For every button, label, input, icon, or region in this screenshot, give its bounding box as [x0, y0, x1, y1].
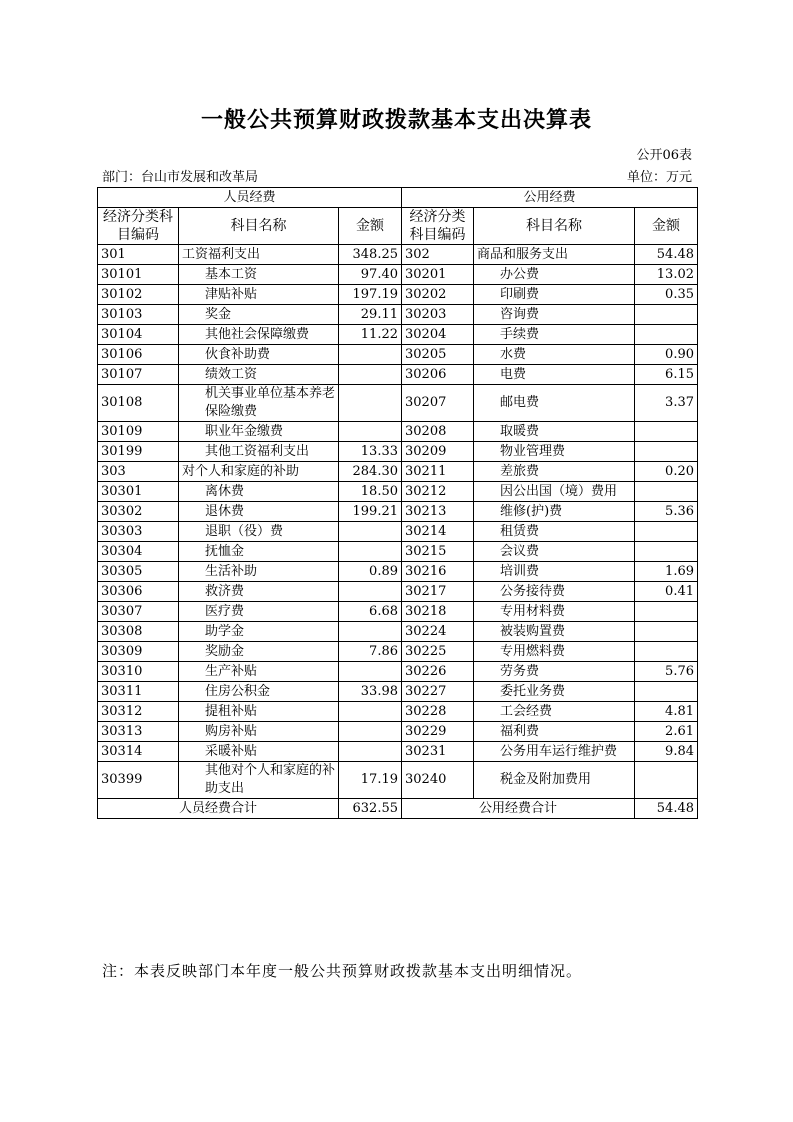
personnel-name-cell: 其他对个人和家庭的补助支出: [179, 762, 339, 799]
public-amount-cell: [635, 682, 698, 702]
public-code-cell: 30208: [402, 422, 474, 442]
table-row: [98, 285, 698, 305]
public-name-cell: 被装购置费: [474, 622, 635, 642]
personnel-amount-cell: [339, 722, 402, 742]
personnel-name-cell: 伙食补助费: [179, 345, 339, 365]
public-code-cell: 30224: [402, 622, 474, 642]
personnel-name-cell: 奖金: [179, 305, 339, 325]
personnel-amount-cell: [339, 522, 402, 542]
personnel-code-cell: 30307: [98, 602, 179, 622]
public-code-cell: 30204: [402, 325, 474, 345]
table-row: [98, 462, 698, 482]
table-row: [98, 422, 698, 442]
personnel-amount-cell: 11.22: [339, 325, 402, 345]
personnel-name-cell: 提租补贴: [179, 702, 339, 722]
public-name-cell: 专用燃料费: [474, 642, 635, 662]
table-row: [98, 682, 698, 702]
table-row: [98, 365, 698, 385]
public-amount-cell: 3.37: [635, 385, 698, 422]
table-row: [98, 642, 698, 662]
header-public-code: 经济分类科目编码: [402, 208, 474, 245]
public-name-cell: 差旅费: [474, 462, 635, 482]
public-name-cell: 公务用车运行维护费: [474, 742, 635, 762]
personnel-code-cell: 30104: [98, 325, 179, 345]
personnel-amount-cell: 17.19: [339, 762, 402, 799]
public-code-cell: 30228: [402, 702, 474, 722]
personnel-name-cell: 其他社会保障缴费: [179, 325, 339, 345]
table-row: [98, 502, 698, 522]
personnel-code-cell: 30313: [98, 722, 179, 742]
personnel-name-cell: 工资福利支出: [179, 245, 339, 265]
personnel-code-cell: 30199: [98, 442, 179, 462]
personnel-amount-cell: 197.19: [339, 285, 402, 305]
personnel-name-cell: 机关事业单位基本养老保险缴费: [179, 385, 339, 422]
public-amount-cell: 1.69: [635, 562, 698, 582]
personnel-name-cell: 助学金: [179, 622, 339, 642]
page-title: 一般公共预算财政拨款基本支出决算表: [200, 107, 592, 133]
personnel-code-cell: 30309: [98, 642, 179, 662]
personnel-name-cell: 基本工资: [179, 265, 339, 285]
public-name-cell: 公务接待费: [474, 582, 635, 602]
personnel-code-cell: 30107: [98, 365, 179, 385]
public-amount-cell: [635, 522, 698, 542]
public-name-cell: 培训费: [474, 562, 635, 582]
public-code-cell: 30212: [402, 482, 474, 502]
public-total-value: 54.48: [635, 799, 698, 819]
public-amount-cell: [635, 602, 698, 622]
header-public-name: 科目名称: [474, 208, 635, 245]
personnel-name-cell: 生产补贴: [179, 662, 339, 682]
public-code-cell: 30207: [402, 385, 474, 422]
public-code-cell: 30218: [402, 602, 474, 622]
personnel-code-cell: 30109: [98, 422, 179, 442]
public-amount-cell: 5.36: [635, 502, 698, 522]
table-row: [98, 762, 698, 799]
public-name-cell: 劳务费: [474, 662, 635, 682]
public-amount-cell: 6.15: [635, 365, 698, 385]
personnel-total-value: 632.55: [339, 799, 402, 819]
public-code-cell: 30214: [402, 522, 474, 542]
public-amount-cell: 2.61: [635, 722, 698, 742]
personnel-name-cell: 离休费: [179, 482, 339, 502]
public-code-cell: 30206: [402, 365, 474, 385]
personnel-amount-cell: 18.50: [339, 482, 402, 502]
personnel-code-cell: 30102: [98, 285, 179, 305]
personnel-code-cell: 30301: [98, 482, 179, 502]
table-row: [98, 245, 698, 265]
public-name-cell: 咨询费: [474, 305, 635, 325]
totals-row: [98, 799, 698, 819]
personnel-name-cell: 绩效工资: [179, 365, 339, 385]
public-code-cell: 30203: [402, 305, 474, 325]
public-amount-cell: [635, 442, 698, 462]
personnel-name-cell: 采暖补贴: [179, 742, 339, 762]
public-code-cell: 30215: [402, 542, 474, 562]
table-row: [98, 562, 698, 582]
personnel-code-cell: 30303: [98, 522, 179, 542]
public-code-cell: 30202: [402, 285, 474, 305]
public-name-cell: 税金及附加费用: [474, 762, 635, 799]
public-amount-cell: 54.48: [635, 245, 698, 265]
personnel-code-cell: 30399: [98, 762, 179, 799]
public-code-cell: 30205: [402, 345, 474, 365]
public-amount-cell: [635, 762, 698, 799]
table-row: [98, 325, 698, 345]
public-name-cell: 手续费: [474, 325, 635, 345]
column-header-row: [98, 208, 698, 245]
personnel-name-cell: 退职（役）费: [179, 522, 339, 542]
group-public: 公用经费: [402, 188, 698, 208]
personnel-amount-cell: [339, 742, 402, 762]
personnel-code-cell: 30103: [98, 305, 179, 325]
public-code-cell: 30217: [402, 582, 474, 602]
personnel-amount-cell: [339, 385, 402, 422]
group-personnel: 人员经费: [98, 188, 402, 208]
personnel-amount-cell: 348.25: [339, 245, 402, 265]
public-amount-cell: 0.20: [635, 462, 698, 482]
personnel-amount-cell: 13.33: [339, 442, 402, 462]
public-name-cell: 会议费: [474, 542, 635, 562]
public-name-cell: 取暖费: [474, 422, 635, 442]
table-row: [98, 345, 698, 365]
public-name-cell: 邮电费: [474, 385, 635, 422]
personnel-amount-cell: [339, 345, 402, 365]
public-code-cell: 30211: [402, 462, 474, 482]
table-row: [98, 722, 698, 742]
table-row: [98, 582, 698, 602]
table-row: [98, 662, 698, 682]
public-amount-cell: [635, 422, 698, 442]
personnel-code-cell: 30106: [98, 345, 179, 365]
table-row: [98, 602, 698, 622]
personnel-amount-cell: [339, 542, 402, 562]
personnel-amount-cell: [339, 622, 402, 642]
public-code-cell: 302: [402, 245, 474, 265]
personnel-name-cell: 住房公积金: [179, 682, 339, 702]
personnel-name-cell: 退休费: [179, 502, 339, 522]
personnel-code-cell: 30101: [98, 265, 179, 285]
public-code-cell: 30201: [402, 265, 474, 285]
personnel-amount-cell: [339, 662, 402, 682]
public-name-cell: 工会经费: [474, 702, 635, 722]
table-row: [98, 522, 698, 542]
personnel-name-cell: 医疗费: [179, 602, 339, 622]
public-amount-cell: 0.90: [635, 345, 698, 365]
personnel-amount-cell: [339, 365, 402, 385]
public-code-cell: 30225: [402, 642, 474, 662]
personnel-code-cell: 30108: [98, 385, 179, 422]
public-name-cell: 因公出国（境）费用: [474, 482, 635, 502]
personnel-name-cell: 津贴补贴: [179, 285, 339, 305]
personnel-amount-cell: [339, 702, 402, 722]
public-name-cell: 商品和服务支出: [474, 245, 635, 265]
personnel-amount-cell: 199.21: [339, 502, 402, 522]
public-amount-cell: [635, 622, 698, 642]
personnel-code-cell: 30305: [98, 562, 179, 582]
table-row: [98, 542, 698, 562]
public-name-cell: 电费: [474, 365, 635, 385]
personnel-code-cell: 303: [98, 462, 179, 482]
header-personnel-amount: 金额: [339, 208, 402, 245]
public-amount-cell: 5.76: [635, 662, 698, 682]
public-name-cell: 物业管理费: [474, 442, 635, 462]
personnel-amount-cell: 6.68: [339, 602, 402, 622]
personnel-total-label: 人员经费合计: [98, 799, 339, 819]
personnel-amount-cell: 97.40: [339, 265, 402, 285]
public-code-cell: 30209: [402, 442, 474, 462]
public-code-cell: 30213: [402, 502, 474, 522]
personnel-code-cell: 301: [98, 245, 179, 265]
personnel-name-cell: 奖励金: [179, 642, 339, 662]
public-code-cell: 30231: [402, 742, 474, 762]
header-personnel-code: 经济分类科目编码: [98, 208, 179, 245]
personnel-code-cell: 30308: [98, 622, 179, 642]
personnel-code-cell: 30302: [98, 502, 179, 522]
personnel-code-cell: 30306: [98, 582, 179, 602]
personnel-code-cell: 30314: [98, 742, 179, 762]
personnel-name-cell: 对个人和家庭的补助: [179, 462, 339, 482]
public-name-cell: 专用材料费: [474, 602, 635, 622]
table-row: [98, 442, 698, 462]
public-code-cell: 30227: [402, 682, 474, 702]
personnel-amount-cell: 33.98: [339, 682, 402, 702]
public-amount-cell: [635, 642, 698, 662]
personnel-amount-cell: 284.30: [339, 462, 402, 482]
public-amount-cell: 0.41: [635, 582, 698, 602]
public-name-cell: 维修(护)费: [474, 502, 635, 522]
header-personnel-name: 科目名称: [179, 208, 339, 245]
public-amount-cell: 4.81: [635, 702, 698, 722]
public-code-cell: 30216: [402, 562, 474, 582]
public-code-cell: 30240: [402, 762, 474, 799]
public-amount-cell: [635, 482, 698, 502]
public-amount-cell: [635, 542, 698, 562]
public-amount-cell: 0.35: [635, 285, 698, 305]
public-name-cell: 印刷费: [474, 285, 635, 305]
unit-label: 单位：万元: [626, 170, 692, 185]
department-label: 部门：台山市发展和改革局: [102, 170, 259, 185]
public-total-label: 公用经费合计: [402, 799, 635, 819]
table-note: 注：本表反映部门本年度一般公共预算财政拨款基本支出明细情况。: [102, 962, 583, 980]
personnel-amount-cell: [339, 582, 402, 602]
personnel-name-cell: 其他工资福利支出: [179, 442, 339, 462]
public-amount-cell: 9.84: [635, 742, 698, 762]
personnel-name-cell: 救济费: [179, 582, 339, 602]
table-row: [98, 702, 698, 722]
table-row: [98, 305, 698, 325]
public-amount-cell: [635, 305, 698, 325]
public-amount-cell: [635, 325, 698, 345]
public-name-cell: 福利费: [474, 722, 635, 742]
personnel-name-cell: 职业年金缴费: [179, 422, 339, 442]
table-row: [98, 622, 698, 642]
public-name-cell: 水费: [474, 345, 635, 365]
personnel-code-cell: 30304: [98, 542, 179, 562]
personnel-amount-cell: 7.86: [339, 642, 402, 662]
personnel-code-cell: 30310: [98, 662, 179, 682]
group-header-row: [98, 188, 698, 208]
personnel-amount-cell: [339, 422, 402, 442]
public-amount-cell: 13.02: [635, 265, 698, 285]
public-code-cell: 30229: [402, 722, 474, 742]
personnel-name-cell: 生活补助: [179, 562, 339, 582]
public-code-cell: 30226: [402, 662, 474, 682]
form-number: 公开06表: [636, 148, 692, 163]
expenditure-table: [97, 187, 698, 819]
personnel-name-cell: 购房补贴: [179, 722, 339, 742]
public-name-cell: 租赁费: [474, 522, 635, 542]
table-row: [98, 265, 698, 285]
personnel-name-cell: 抚恤金: [179, 542, 339, 562]
personnel-code-cell: 30312: [98, 702, 179, 722]
public-name-cell: 委托业务费: [474, 682, 635, 702]
personnel-code-cell: 30311: [98, 682, 179, 702]
personnel-amount-cell: 29.11: [339, 305, 402, 325]
table-row: [98, 482, 698, 502]
personnel-amount-cell: 0.89: [339, 562, 402, 582]
header-public-amount: 金额: [635, 208, 698, 245]
table-row: [98, 385, 698, 422]
public-name-cell: 办公费: [474, 265, 635, 285]
table-row: [98, 742, 698, 762]
